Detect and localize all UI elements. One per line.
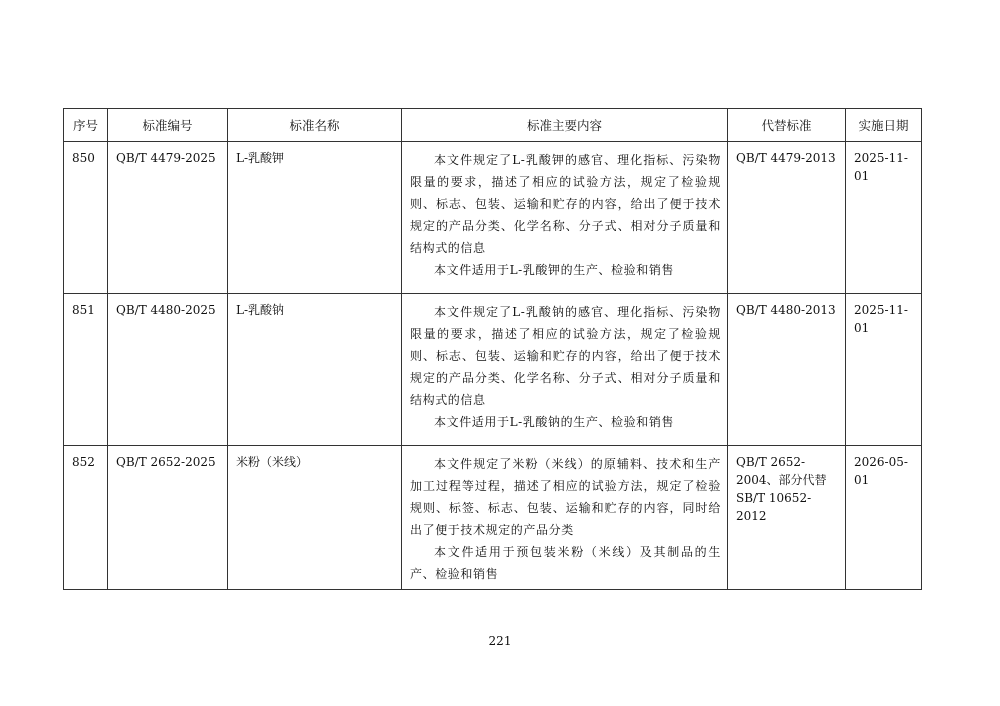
row-replaces: QB/T 2652-2004、部分代替 SB/T 10652-2012 [728, 446, 846, 590]
table-row [64, 294, 922, 446]
row-main-content [402, 446, 728, 590]
content-paragraph: 本文件适用于预包装米粉（米线）及其制品的生产、检验和销售 [410, 545, 721, 581]
header-seq: 序号 [64, 109, 108, 142]
row-replaces: QB/T 4480-2013 [728, 294, 846, 446]
header-row [64, 109, 922, 142]
row-standard-name: L-乳酸钾 [228, 142, 402, 294]
row-main-content [402, 294, 728, 446]
header-replaces: 代替标准 [728, 109, 846, 142]
row-seq: 852 [64, 446, 108, 590]
content-paragraph: 本文件规定了L-乳酸钠的感官、理化指标、污染物限量的要求，描述了相应的试验方法，规定了检验规则、标志、包装、运输和贮存的内容，给出了便于技术规定的产品分类、化学名称、分子式、相对分子质量和结构式的信息 [410, 305, 721, 407]
table-row [64, 446, 922, 590]
row-standard-number: QB/T 4480-2025 [108, 294, 228, 446]
content-paragraph: 本文件规定了米粉（米线）的原辅料、技术和生产加工过程等过程，描述了相应的试验方法，规定了检验规则、标签、标志、包装、运输和贮存的内容，同时给出了便于技术规定的产品分类 [410, 457, 721, 537]
row-standard-number: QB/T 2652-2025 [108, 446, 228, 590]
row-seq: 851 [64, 294, 108, 446]
page-number: 221 [488, 634, 512, 648]
row-main-content [402, 142, 728, 294]
row-standard-name: L-乳酸钠 [228, 294, 402, 446]
header-standard-name: 标准名称 [228, 109, 402, 142]
row-implementation-date: 2025-11-01 [846, 294, 922, 446]
content-paragraph: 本文件适用于L-乳酸钠的生产、检验和销售 [434, 415, 675, 429]
standards-table [63, 108, 922, 590]
content-paragraph: 本文件规定了L-乳酸钾的感官、理化指标、污染物限量的要求，描述了相应的试验方法，规定了检验规则、标志、包装、运输和贮存的内容，给出了便于技术规定的产品分类、化学名称、分子式、相对分子质量和结构式的信息 [410, 153, 721, 255]
row-standard-number: QB/T 4479-2025 [108, 142, 228, 294]
content-paragraph: 本文件适用于L-乳酸钾的生产、检验和销售 [434, 263, 675, 277]
row-implementation-date: 2025-11-01 [846, 142, 922, 294]
row-replaces: QB/T 4479-2013 [728, 142, 846, 294]
header-standard-number: 标准编号 [108, 109, 228, 142]
row-implementation-date: 2026-05-01 [846, 446, 922, 590]
row-standard-name: 米粉（米线） [228, 446, 402, 590]
header-implementation-date: 实施日期 [846, 109, 922, 142]
row-seq: 850 [64, 142, 108, 294]
header-main-content: 标准主要内容 [402, 109, 728, 142]
table-row [64, 142, 922, 294]
